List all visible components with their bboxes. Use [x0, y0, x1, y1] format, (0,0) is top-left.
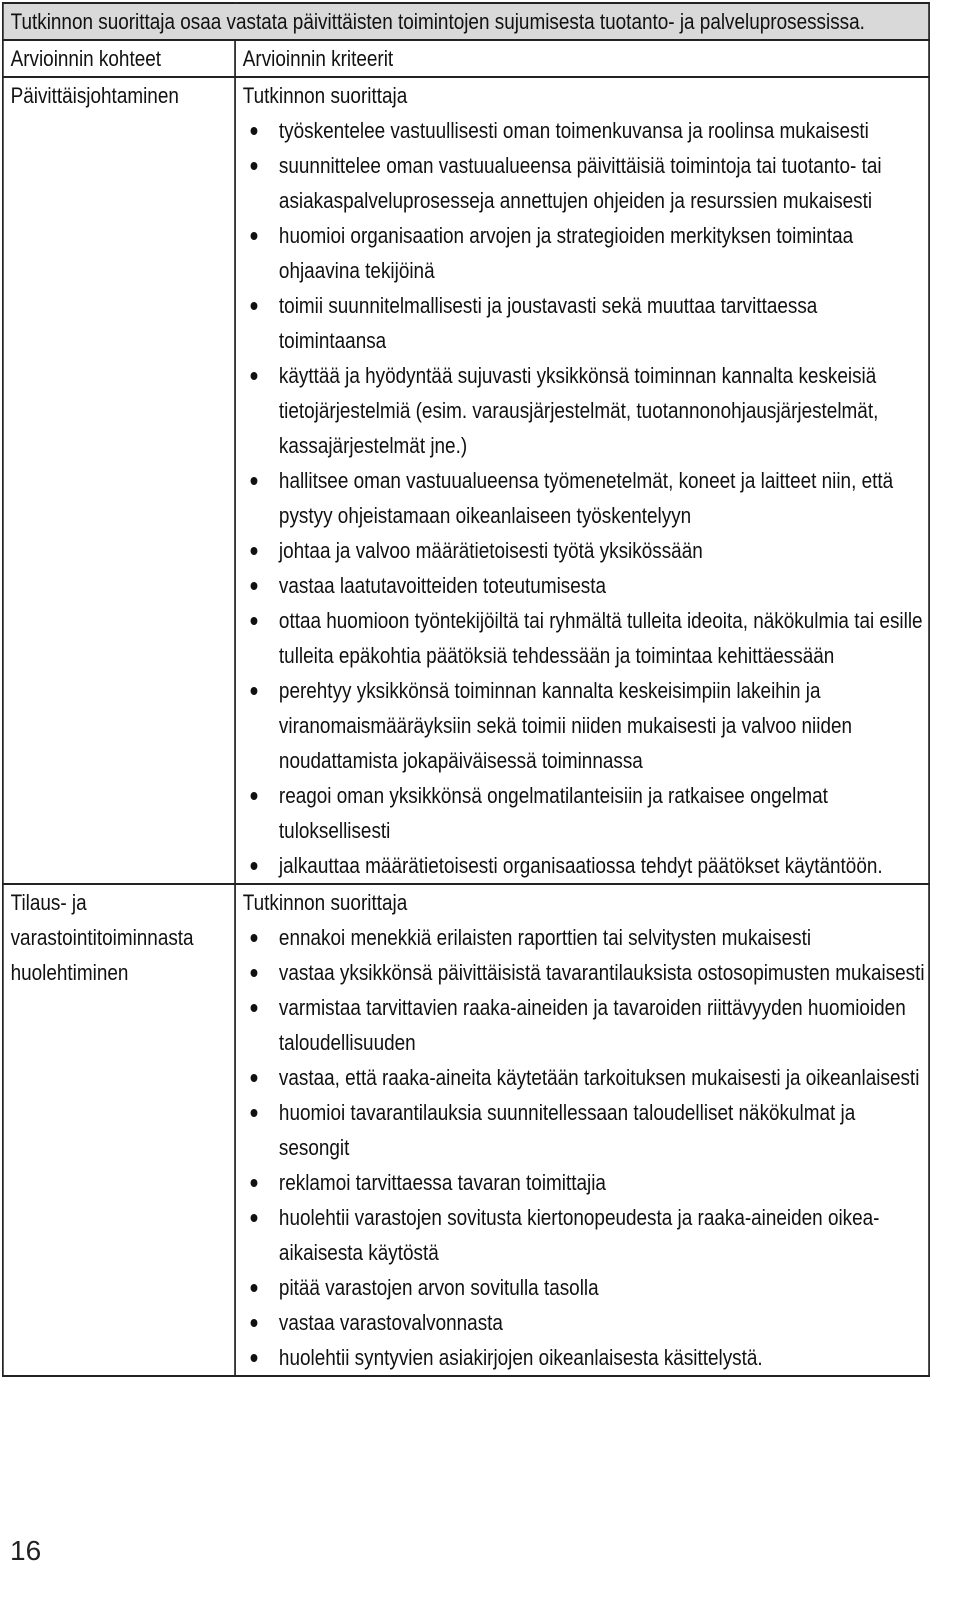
- row-target: Tilaus- ja varastointitoiminnasta huolehtiminen: [3, 884, 235, 1376]
- criteria-item: vastaa laatutavoitteiden toteutumisesta: [243, 568, 928, 603]
- criteria-item: huolehtii syntyvien asiakirjojen oikeanlaisesta käsittelystä.: [243, 1340, 928, 1375]
- criteria-lead: Tutkinnon suorittaja: [242, 83, 408, 108]
- criteria-item: hallitsee oman vastuualueensa työmenetelmät, koneet ja laitteet niin, että pystyy ohjeistamaan oikeanlaiseen työskentelyyn: [243, 463, 928, 533]
- page-number: 16: [10, 1535, 42, 1566]
- table-header-text: Tutkinnon suorittaja osaa vastata päivittäisten toimintojen sujumisesta tuotanto- ja palveluprosessissa.: [3, 3, 929, 40]
- row-criteria: [235, 884, 929, 1376]
- criteria-item: reagoi oman yksikkönsä ongelmatilanteisiin ja ratkaisee ongelmat tuloksellisesti: [243, 778, 928, 848]
- criteria-item: huomioi tavarantilauksia suunnitellessaan taloudelliset näkökulmat ja sesongit: [243, 1095, 928, 1165]
- criteria-item: johtaa ja valvoo määrätietoisesti työtä yksikössään: [243, 533, 928, 568]
- criteria-item: huolehtii varastojen sovitusta kiertonopeudesta ja raaka-aineiden oikea-aikaisesta käytöstä: [243, 1200, 928, 1270]
- table-row: [3, 77, 929, 884]
- criteria-list: [243, 920, 928, 1375]
- column-headers-row: [3, 40, 929, 77]
- criteria-table: [2, 2, 930, 1377]
- criteria-item: huomioi organisaation arvojen ja strategioiden merkityksen toimintaa ohjaavina tekijöinä: [243, 218, 928, 288]
- criteria-item: varmistaa tarvittavien raaka-aineiden ja tavaroiden riittävyyden huomioiden taloudellisuuden: [243, 990, 928, 1060]
- row-criteria: [235, 77, 929, 884]
- criteria-lead: Tutkinnon suorittaja: [242, 890, 408, 915]
- criteria-item: vastaa, että raaka-aineita käytetään tarkoituksen mukaisesti ja oikeanlaisesti: [243, 1060, 928, 1095]
- table-header-row: [3, 3, 929, 40]
- criteria-item: toimii suunnitelmallisesti ja joustavasti sekä muuttaa tarvittaessa toimintaansa: [243, 288, 928, 358]
- row-target: Päivittäisjohtaminen: [3, 77, 235, 884]
- criteria-item: suunnittelee oman vastuualueensa päivittäisiä toimintoja tai tuotanto- tai asiakaspalveluprosesseja annettujen ohjeiden ja resurssien mukaisesti: [243, 148, 928, 218]
- criteria-list: [243, 113, 928, 883]
- criteria-item: ottaa huomioon työntekijöiltä tai ryhmältä tulleita ideoita, näkökulmia tai esille tulleita epäkohtia päätöksiä tehdessään ja toimintaa kehittäessään: [243, 603, 928, 673]
- criteria-item: pitää varastojen arvon sovitulla tasolla: [243, 1270, 928, 1305]
- table-row: [3, 884, 929, 1376]
- criteria-item: vastaa yksikkönsä päivittäisistä tavarantilauksista ostosopimusten mukaisesti: [243, 955, 928, 990]
- col-header-targets: Arvioinnin kohteet: [3, 40, 235, 77]
- criteria-item: perehtyy yksikkönsä toiminnan kannalta keskeisimpiin lakeihin ja viranomaismääräyksiin sekä toimii niiden mukaisesti ja valvoo niiden noudattamista jokapäiväisessä toiminnassa: [243, 673, 928, 778]
- criteria-item: ennakoi menekkiä erilaisten raporttien tai selvitysten mukaisesti: [243, 920, 928, 955]
- criteria-item: jalkauttaa määrätietoisesti organisaatiossa tehdyt päätökset käytäntöön.: [243, 848, 928, 883]
- criteria-item: vastaa varastovalvonnasta: [243, 1305, 928, 1340]
- criteria-item: käyttää ja hyödyntää sujuvasti yksikkönsä toiminnan kannalta keskeisiä tietojärjestelmiä (esim. varausjärjestelmät, tuotannonohjausjärjestelmät, kassajärjestelmät jne.): [243, 358, 928, 463]
- col-header-criteria: Arvioinnin kriteerit: [235, 40, 929, 77]
- criteria-item: reklamoi tarvittaessa tavaran toimittajia: [243, 1165, 928, 1200]
- criteria-item: työskentelee vastuullisesti oman toimenkuvansa ja roolinsa mukaisesti: [243, 113, 928, 148]
